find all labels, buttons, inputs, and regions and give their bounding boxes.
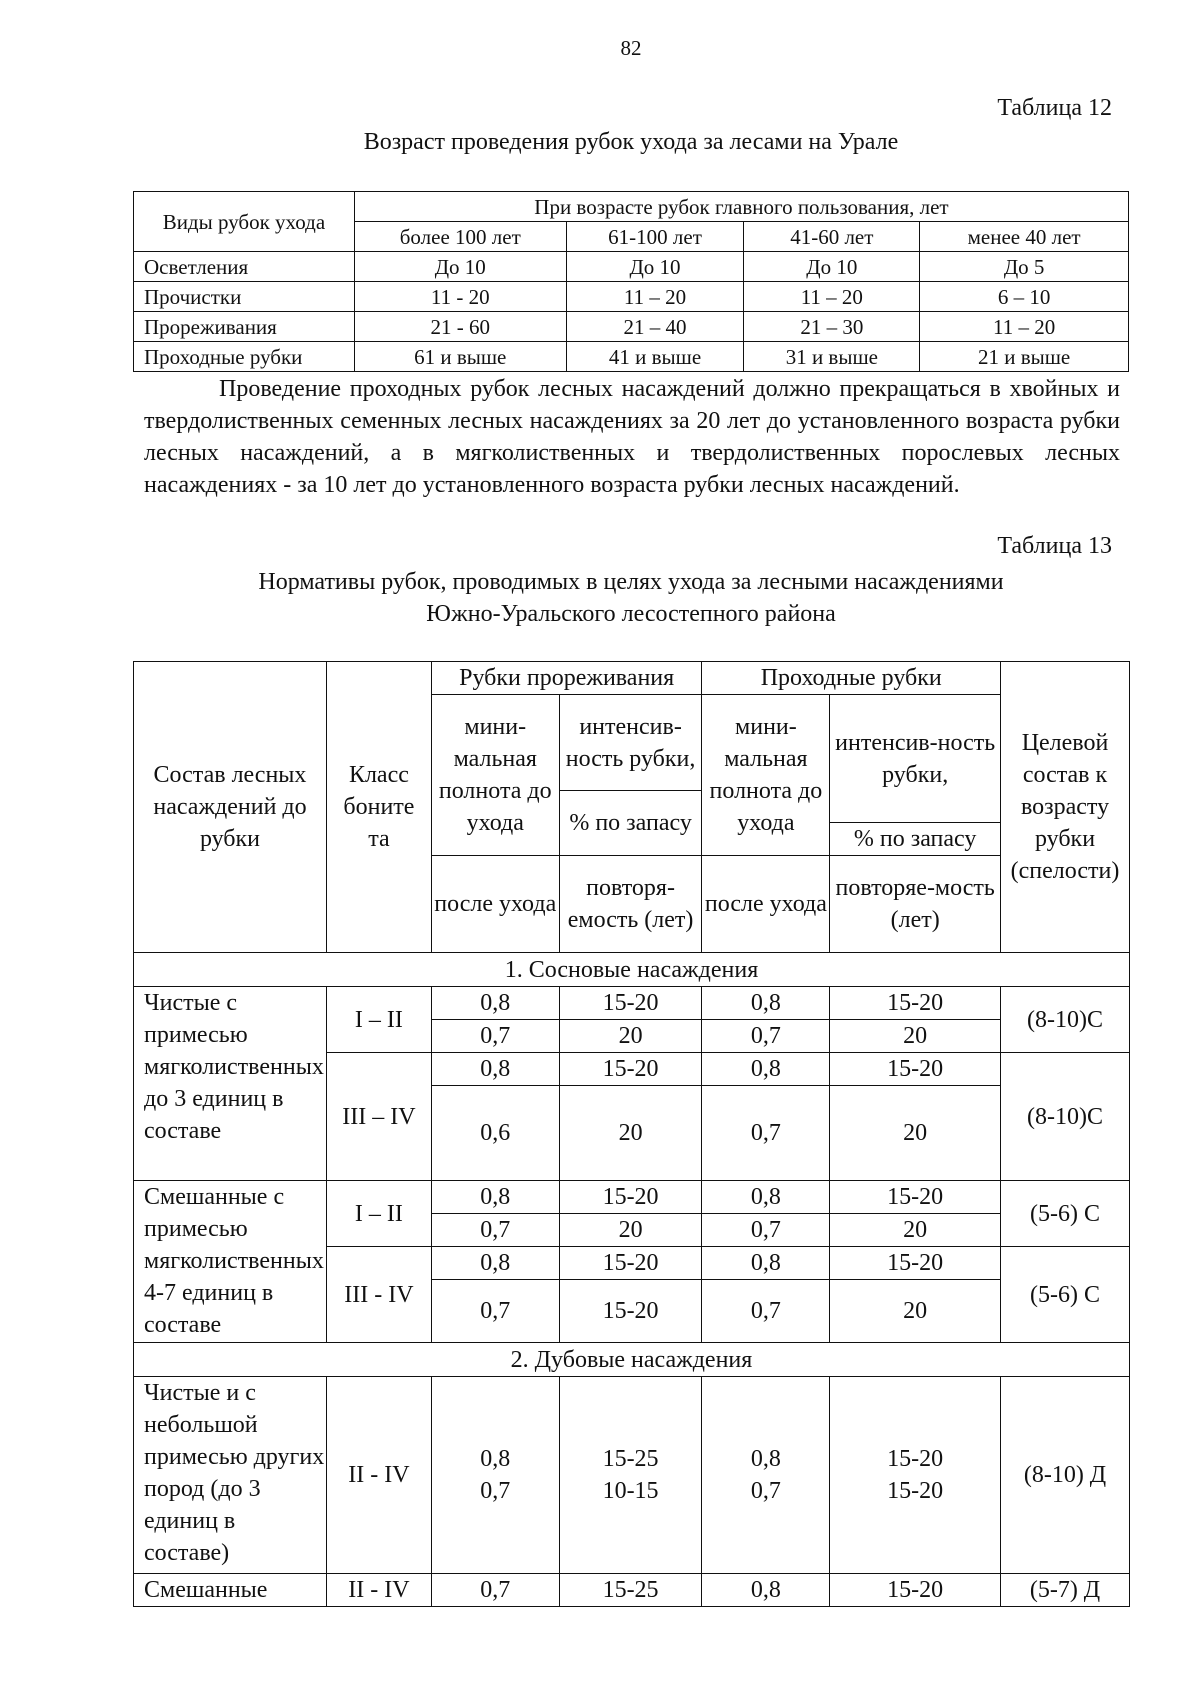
t13-cell: 20 (559, 1086, 702, 1181)
t13-section-title: 1. Сосновые насаждения (134, 953, 1130, 987)
t12-cell: 31 и выше (744, 342, 920, 372)
t13-header-class-part: боните (343, 794, 415, 820)
t13-header-repeat: повторяе-мость (лет) (830, 856, 1001, 953)
t12-cell: 11 – 20 (744, 282, 920, 312)
t13-cell: 15-20 (830, 1247, 1001, 1280)
t12-cell: До 10 (354, 252, 566, 282)
t13-cell: 0,8 (702, 1574, 830, 1607)
t13-header-pct: % по запасу (830, 823, 1001, 856)
table-row (134, 1181, 1130, 1214)
t12-header-age: 41-60 лет (744, 222, 920, 252)
t12-header-group: При возрасте рубок главного пользования, лет (354, 192, 1128, 222)
table-row (134, 1574, 1130, 1607)
t13-header-intensity: интенсив-ность рубки, (830, 695, 1001, 823)
t13-cell: 0,8 (702, 987, 830, 1020)
t13-cell: 0,8 (702, 1181, 830, 1214)
t13-header-intensity: интенсив-ность рубки, (559, 695, 702, 791)
t13-cell: 0,8 (702, 1053, 830, 1086)
t13-cell (559, 1377, 702, 1574)
t13-header-min-density: мини-мальная полнота до ухода (702, 695, 830, 856)
t13-cell: 0,8 (431, 1053, 559, 1086)
t13-value: 15-20 (887, 1478, 944, 1504)
t13-header-thinning: Рубки прореживания (431, 662, 702, 695)
t13-cell: 15-20 (559, 1181, 702, 1214)
t13-composition: Смешанные с примесью мягколиственных 4-7 единиц в составе (134, 1181, 327, 1343)
t12-row-name: Прореживания (134, 312, 355, 342)
t13-cell: 15-20 (830, 1574, 1001, 1607)
table-row (134, 987, 1130, 1020)
t13-cell: 0,7 (702, 1086, 830, 1181)
table-row (134, 312, 1129, 342)
t13-cell: 15-20 (830, 1181, 1001, 1214)
t13-cell: 15-20 (559, 1247, 702, 1280)
table13-caption: Таблица 13 (997, 533, 1112, 559)
table12-caption: Таблица 12 (997, 95, 1112, 121)
t13-class: II - IV (326, 1574, 431, 1607)
t13-cell: 0,8 (431, 987, 559, 1020)
t13-cell: 0,8 (431, 1181, 559, 1214)
t13-cell: 0,7 (431, 1280, 559, 1343)
t12-cell: 11 - 20 (354, 282, 566, 312)
t13-value: 15-25 (602, 1446, 659, 1472)
t12-header-age: более 100 лет (354, 222, 566, 252)
t13-composition: Смешанные (134, 1574, 327, 1607)
page-number: 82 (620, 36, 642, 60)
t13-target: (8-10) Д (1001, 1377, 1130, 1574)
table-row (134, 252, 1129, 282)
t13-class: II - IV (326, 1377, 431, 1574)
t13-class: III – IV (326, 1053, 431, 1181)
t13-header-pct: % по запасу (559, 791, 702, 856)
t12-row-name: Осветления (134, 252, 355, 282)
t13-cell: 20 (830, 1214, 1001, 1247)
t12-cell: 21 – 40 (566, 312, 744, 342)
t13-target: (5-7) Д (1001, 1574, 1130, 1607)
t13-value: 0,7 (480, 1478, 511, 1504)
t12-cell: 21 и выше (920, 342, 1129, 372)
t13-composition: Чистые с примесью мягколиственных до 3 единиц в составе (134, 987, 327, 1181)
t13-cell: 0,8 (702, 1247, 830, 1280)
t12-cell: 41 и выше (566, 342, 744, 372)
t13-cell: 15-20 (559, 987, 702, 1020)
t13-cell: 0,7 (431, 1574, 559, 1607)
t13-header-repeat: повторя-емость (лет) (559, 856, 702, 953)
t12-cell: 11 – 20 (920, 312, 1129, 342)
t13-cell: 20 (830, 1280, 1001, 1343)
t13-cell (431, 1377, 559, 1574)
t13-cell: 0,7 (431, 1214, 559, 1247)
t13-cell: 20 (559, 1214, 702, 1247)
t12-cell: 6 – 10 (920, 282, 1129, 312)
t13-class: III - IV (326, 1247, 431, 1343)
t13-cell: 0,8 (431, 1247, 559, 1280)
t13-cell: 20 (830, 1020, 1001, 1053)
t13-header-after: после ухода (431, 856, 559, 953)
t13-cell: 15-20 (559, 1053, 702, 1086)
table-row (134, 1377, 1130, 1574)
t13-value: 0,7 (750, 1478, 781, 1504)
t13-value: 0,8 (480, 1446, 511, 1472)
t13-cell: 0,7 (702, 1280, 830, 1343)
t13-target: (5-6) С (1001, 1247, 1130, 1343)
t13-target: (5-6) С (1001, 1181, 1130, 1247)
t13-value: 0,8 (750, 1446, 781, 1472)
t13-class: I – II (326, 1181, 431, 1247)
t13-composition: Чистые и с небольшой примесью других пород (до 3 единиц в составе) (134, 1377, 327, 1574)
t13-cell: 0,7 (702, 1214, 830, 1247)
t12-header-age: менее 40 лет (920, 222, 1129, 252)
table12 (133, 191, 1129, 372)
t13-header-target: Целевой состав к возрасту рубки (спелости) (1001, 662, 1130, 953)
t13-header-after: после ухода (702, 856, 830, 953)
table-row (134, 282, 1129, 312)
t13-value: 15-20 (887, 1446, 944, 1472)
table13-title-line1: Нормативы рубок, проводимых в целях ухода за лесными насаждениями (258, 569, 1004, 595)
t13-cell: 0,7 (702, 1020, 830, 1053)
t12-cell: До 5 (920, 252, 1129, 282)
t13-cell (830, 1377, 1001, 1574)
t13-header-composition: Состав лесных насаждений до рубки (134, 662, 327, 953)
t13-cell: 15-25 (559, 1574, 702, 1607)
t13-cell: 0,6 (431, 1086, 559, 1181)
t13-target: (8-10)С (1001, 987, 1130, 1053)
t13-header-class-part: та (368, 826, 390, 852)
table13-title-line2: Южно-Уральского лесостепного района (426, 601, 836, 627)
t12-cell: 21 - 60 (354, 312, 566, 342)
t13-cell: 15-20 (830, 987, 1001, 1020)
t12-cell: До 10 (566, 252, 744, 282)
body-paragraph: Проведение проходных рубок лесных насаждений должно прекращаться в хвойных и твердолиственных семенных лесных насаждениях за 20 лет до установленного возраста рубки лесных насаждений, а в мягколиственных и твердолиственных порослевых лесных насаждениях - за 10 лет до установленного возраста рубки лесных насаждений. (144, 376, 1120, 498)
t12-header-age: 61-100 лет (566, 222, 744, 252)
table-row (134, 342, 1129, 372)
t13-value: 10-15 (602, 1478, 659, 1504)
t13-cell: 20 (830, 1086, 1001, 1181)
t12-cell: 21 – 30 (744, 312, 920, 342)
t12-cell: 11 – 20 (566, 282, 744, 312)
t13-cell: 15-20 (559, 1280, 702, 1343)
t12-row-name: Прочистки (134, 282, 355, 312)
table13 (133, 661, 1130, 1607)
t13-cell (702, 1377, 830, 1574)
t12-cell: 61 и выше (354, 342, 566, 372)
t13-section-title: 2. Дубовые насаждения (134, 1343, 1130, 1377)
t12-header-types: Виды рубок ухода (134, 192, 355, 252)
t13-cell: 15-20 (830, 1053, 1001, 1086)
t13-header-class-part: Класс (348, 762, 409, 788)
t13-header-class (326, 662, 431, 953)
t12-row-name: Проходные рубки (134, 342, 355, 372)
t13-header-passage: Проходные рубки (702, 662, 1001, 695)
table12-title: Возраст проведения рубок ухода за лесами на Урале (363, 129, 899, 155)
t13-header-min-density: мини-мальная полнота до ухода (431, 695, 559, 856)
t13-cell: 0,7 (431, 1020, 559, 1053)
t13-cell: 20 (559, 1020, 702, 1053)
t13-target: (8-10)С (1001, 1053, 1130, 1181)
t12-cell: До 10 (744, 252, 920, 282)
t13-class: I – II (326, 987, 431, 1053)
